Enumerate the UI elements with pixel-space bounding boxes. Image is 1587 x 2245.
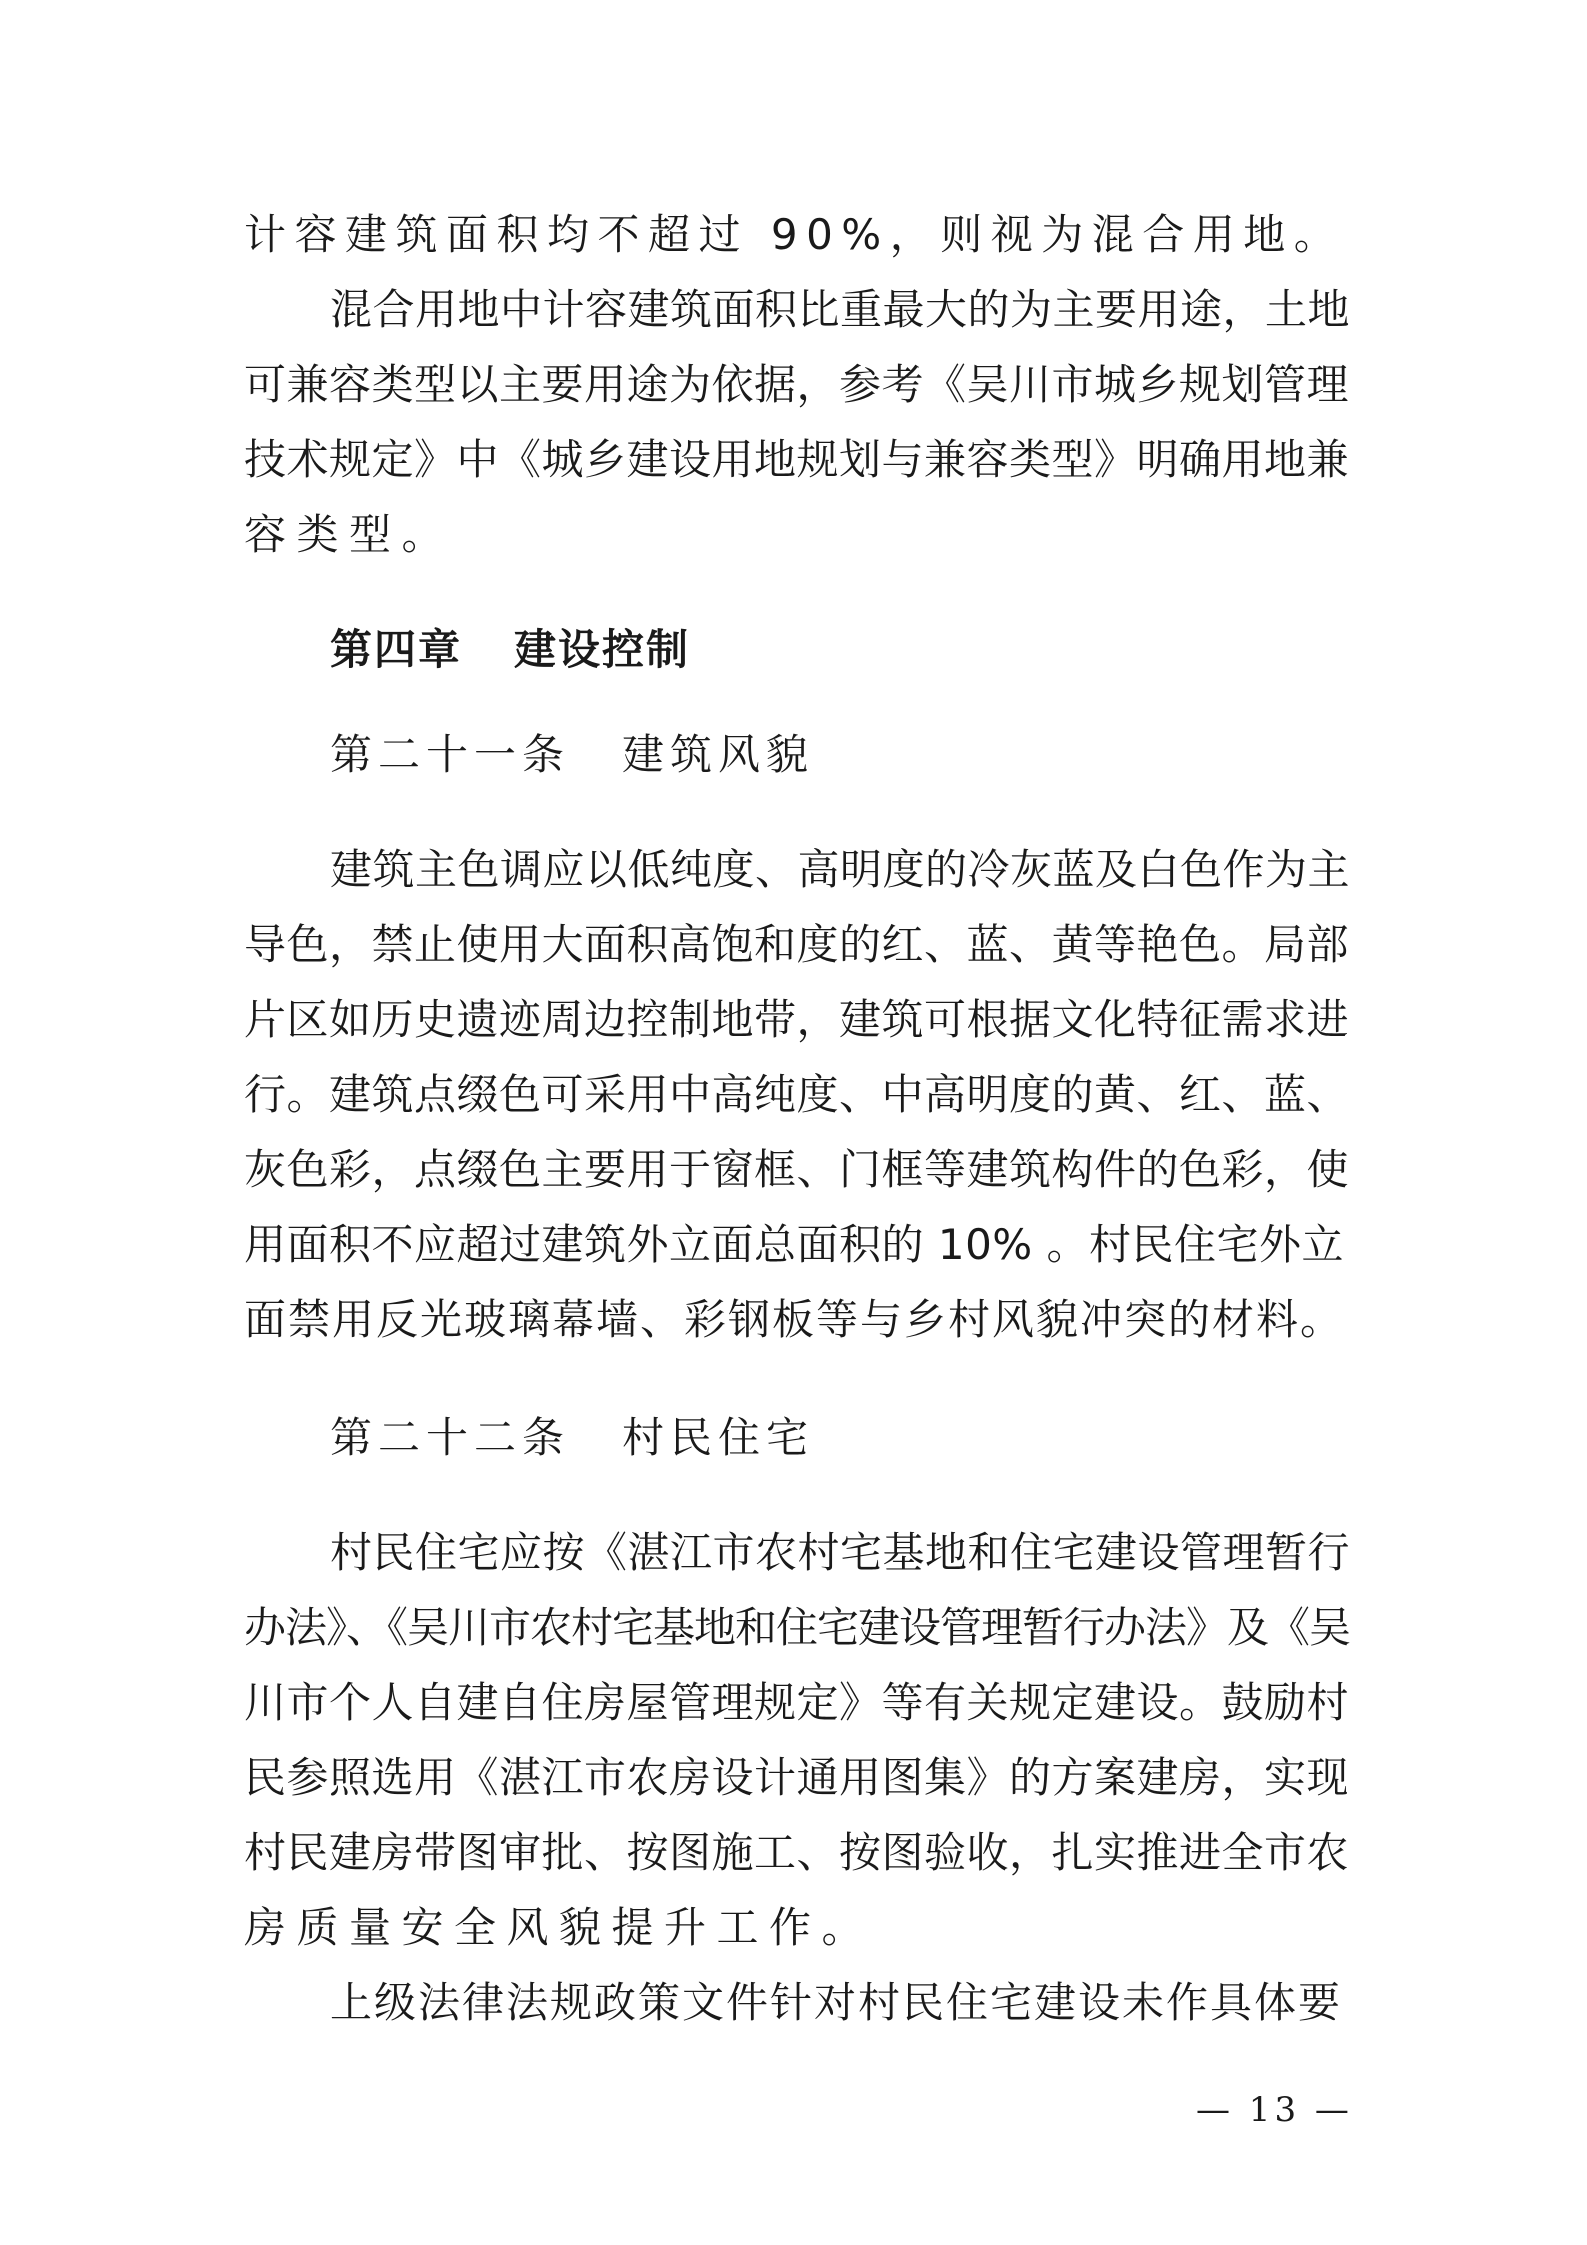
body-line: 导色，禁止使用大面积高饱和度的红、蓝、黄等艳色。局部 — [244, 920, 1350, 969]
article-number: 第二十一条 — [330, 730, 571, 779]
body-line: 计容建筑面积均不超过 90%，则视为混合用地。 — [244, 210, 1345, 259]
article-number: 第二十二条 — [330, 1413, 571, 1462]
body-line: 容类型。 — [244, 510, 455, 559]
body-line: 村民住宅应按《湛江市农村宅基地和住宅建设管理暂行 — [330, 1528, 1351, 1577]
body-line: 建筑主色调应以低纯度、高明度的冷灰蓝及白色作为主 — [330, 845, 1351, 894]
article-title: 建筑风貌 — [622, 730, 815, 779]
body-line: 房质量安全风貌提升工作。 — [244, 1903, 875, 1952]
body-line: 村民建房带图审批、按图施工、按图验收，扎实推进全市农 — [244, 1828, 1350, 1877]
body-line: 行。建筑点缀色可采用中高纯度、中高明度的黄、红、蓝、 — [244, 1070, 1350, 1119]
body-line: 面禁用反光玻璃幕墙、彩钢板等与乡村风貌冲突的材料。 — [244, 1295, 1345, 1344]
body-line: 民参照选用《湛江市农房设计通用图集》的方案建房，实现 — [244, 1753, 1350, 1802]
chapter-heading — [330, 620, 690, 680]
body-line: 混合用地中计容建筑面积比重最大的为主要用途，土地 — [330, 285, 1351, 334]
body-line: 技术规定》中《城乡建设用地规划与兼容类型》明确用地兼 — [244, 435, 1350, 484]
article-title: 村民住宅 — [622, 1413, 815, 1462]
body-line: 可兼容类型以主要用途为依据，参考《吴川市城乡规划管理 — [244, 360, 1350, 409]
chapter-number: 第四章 — [330, 625, 463, 674]
body-line: 上级法律法规政策文件针对村民住宅建设未作具体要 — [330, 1978, 1343, 2027]
body-line: 川市个人自建自住房屋管理规定》等有关规定建设。鼓励村 — [244, 1678, 1350, 1727]
article-heading — [330, 725, 814, 785]
body-line: 片区如历史遗迹周边控制地带，建筑可根据文化特征需求进 — [244, 995, 1350, 1044]
body-line: 灰色彩，点缀色主要用于窗框、门框等建筑构件的色彩，使 — [244, 1145, 1350, 1194]
chapter-title: 建设控制 — [514, 625, 691, 674]
body-line: 办法》、《吴川市农村宅基地和住宅建设管理暂行办法》及《吴 — [244, 1603, 1351, 1652]
page-number: — 13 — — [1196, 2090, 1353, 2130]
article-heading — [330, 1408, 814, 1468]
body-line: 用面积不应超过建筑外立面总面积的 10% 。村民住宅外立 — [244, 1220, 1345, 1269]
